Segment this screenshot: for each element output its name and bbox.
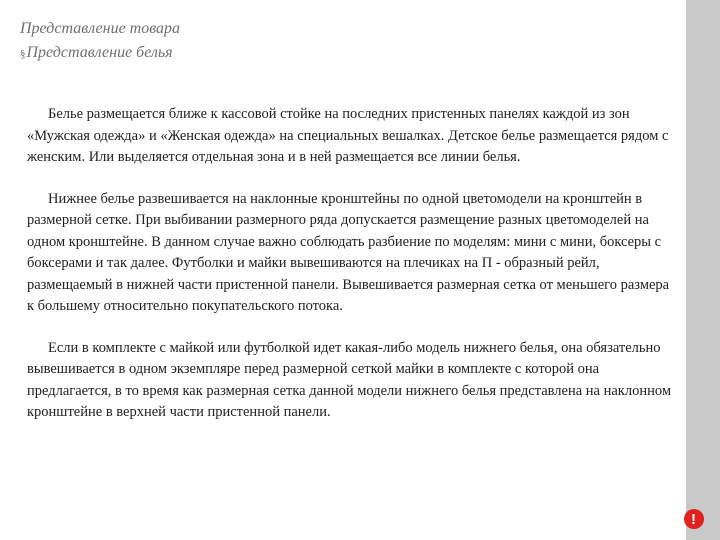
right-sidebar-bar: [686, 0, 720, 540]
paragraph-3: Если в комплекте с майкой или футболкой идет какая-либо модель нижнего белья, она обязательно вывешивается в одном экземпляре перед размерной сеткой майки в комплекте с которой она предлагается, в то время как размерная сетка данной модели нижнего белья представлена на наклонном кронштейне в верхней части пристенной панели.: [27, 339, 671, 420]
yax-logo: [639, 507, 704, 531]
slide-subtitle: [20, 42, 173, 65]
paragraph-2: Нижнее белье развешивается на наклонные кронштейны по одной цветомодели на кронштейн в размерной сетке. При выбивании размерного ряда допускается размещение разных цветомоделей на одном кронштейне. В данном случае важно соблюдать разбиение по моделям: мини с мини, боксеры с боксерами и так далее. Футболки и майки вывешиваются на плечиках на П - образный рейл, размещаемый в нижней части пристенной панели. Вывешивается размерная сетка от меньшего размера к большему относительно покупательского потока.: [27, 190, 670, 314]
slide-title: Представление товара: [20, 20, 181, 37]
exclamation-icon: !: [684, 509, 704, 529]
slide-subtitle-text: Представление белья: [26, 44, 173, 61]
logo-text: YAX: [638, 507, 683, 530]
section-bullet: §: [20, 48, 26, 60]
paragraph-1: Белье размещается ближе к кассовой стойке на последних пристенных панелях каждой из зон «Мужская одежда» и «Женская одежда» на специальных вешалках. Детское белье размещается рядом с женским. Или выделяется отдельная зона и в ней размещается все линии белья.: [27, 106, 669, 165]
body-text: [27, 104, 679, 444]
